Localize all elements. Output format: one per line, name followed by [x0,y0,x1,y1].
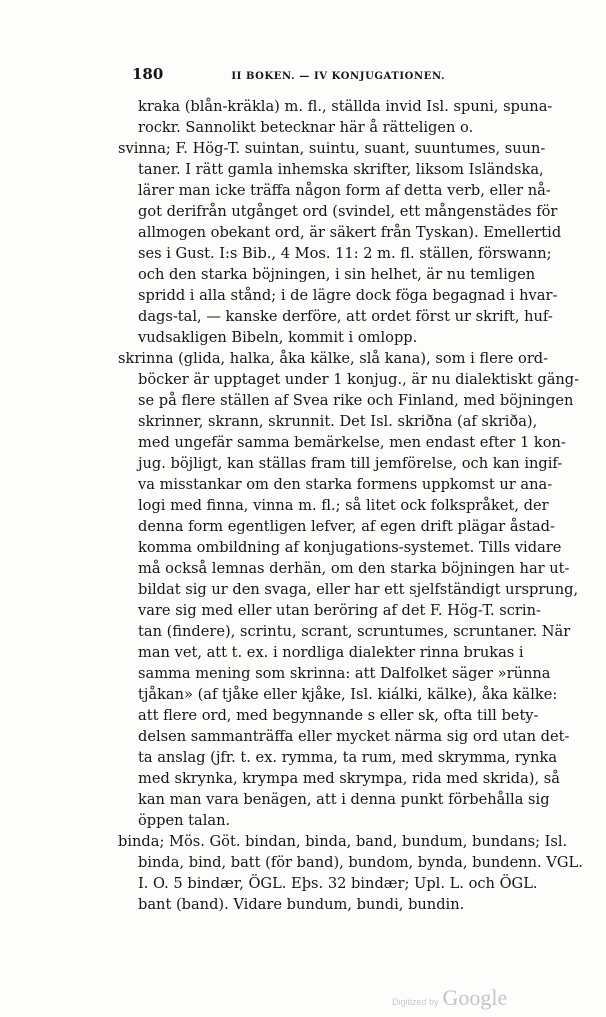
text-line: vudsakligen Bibeln, kommit i omlopp. [138,329,418,346]
google-logo: Google [442,985,508,1010]
text-line: delsen sammanträffa eller mycket närma sig ord utan det- [138,728,570,745]
text-line: jug. böjligt, kan ställas fram till jemförelse, och kan ingif- [138,455,563,472]
text-line: tjåkan» (af tjåke eller kjåke, Isl. kiálki, kälke), åka kälke: [138,686,558,703]
text-line: binda, bind, batt (för band), bundom, bynda, bundenn. VGL. [138,854,583,871]
text-line: tan (findere), scrintu, scrant, scruntumes, scruntaner. När [138,623,571,640]
text-line: bildat sig ur den svaga, eller har ett sjelfständigt ursprung, [138,581,579,598]
text-line: denna form egentligen lefver, af egen drift plägar åstad- [138,518,555,535]
text-line: kraka (blån-kräkla) m. fl., ställda invid Isl. spuni, spuna- [138,98,553,115]
text-line: I. O. 5 bindær, ÖGL. Eþs. 32 bindær; Upl. L. och ÖGL. [138,875,538,892]
running-head: II BOKEN. — IV KONJUGATIONEN. [231,71,446,82]
text-line: dags-tal, — kanske derföre, att ordet först ur skrift, huf- [138,308,553,325]
text-line: man vet, att t. ex. i nordliga dialekter rinna brukas i [138,644,524,661]
text-line: ta anslag (jfr. t. ex. rymma, ta rum, med skrymma, rynka [138,749,558,766]
text-line: samma mening som skrinna: att Dalfolket säger »rünna [138,665,551,682]
text-line: se på flere ställen af Svea rike och Finland, med böjningen [138,392,574,409]
text-line: got derifrån utgånget ord (svindel, ett mångenstädes för [138,203,558,220]
text-line: öppen talan. [138,812,231,829]
text-line: att flere ord, med begynnande s eller sk, ofta till bety- [138,707,539,724]
digitized-by-label: Digitized by [392,997,439,1007]
text-line: va misstankar om den starka formens uppkomst ur ana- [138,476,553,493]
text-line: allmogen obekant ord, är säkert från Tyskan). Emellertid [138,224,562,241]
text-line: spridd i alla stånd; i de lägre dock föga begagnad i hvar- [138,287,558,304]
text-line: skrinner, skrann, skrunnit. Det Isl. skriðna (af skriða), [138,413,538,430]
text-line: lärer man icke träffa någon form af detta verb, eller nå- [138,182,551,199]
text-line: taner. I rätt gamla inhemska skrifter, liksom Isländska, [138,161,544,178]
text-line: ses i Gust. I:s Bib., 4 Mos. 11: 2 m. fl. ställen, förswann; [138,245,552,262]
text-line: binda; Mös. Göt. bindan, binda, band, bundum, bundans; Isl. [118,833,568,850]
digitization-watermark [392,985,507,1011]
text-line: bant (band). Vidare bundum, bundi, bundin. [138,896,465,913]
text-line: med ungefär samma bemärkelse, men endast efter 1 kon- [138,434,566,451]
text-line: komma ombildning af konjugations-systemet. Tills vidare [138,539,562,556]
text-line: må också lemnas derhän, om den starka böjningen har ut- [138,560,570,577]
page-number: 180 [132,65,164,83]
text-line: och den starka böjningen, i sin helhet, är nu temligen [138,266,536,283]
text-line: böcker är upptaget under 1 konjug., är nu dialektiskt gäng- [138,371,580,388]
text-line: rockr. Sannolikt betecknar här å rätteligen o. [138,119,474,136]
text-line: med skrynka, krympa med skrympa, rida med skrida), så [138,770,560,787]
text-line: logi med finna, vinna m. fl.; så litet ock folkspråket, der [138,497,549,514]
page-header [132,65,572,83]
text-body [118,96,584,915]
text-line: vare sig med eller utan beröring af det F. Hög-T. scrin- [138,602,541,619]
text-line: kan man vara benägen, att i denna punkt förbehålla sig [138,791,550,808]
text-line: skrinna (glida, halka, åka kälke, slå kana), som i flere ord- [118,350,549,367]
text-line: svinna; F. Hög-T. suintan, suintu, suant, suuntumes, suun- [118,140,546,157]
